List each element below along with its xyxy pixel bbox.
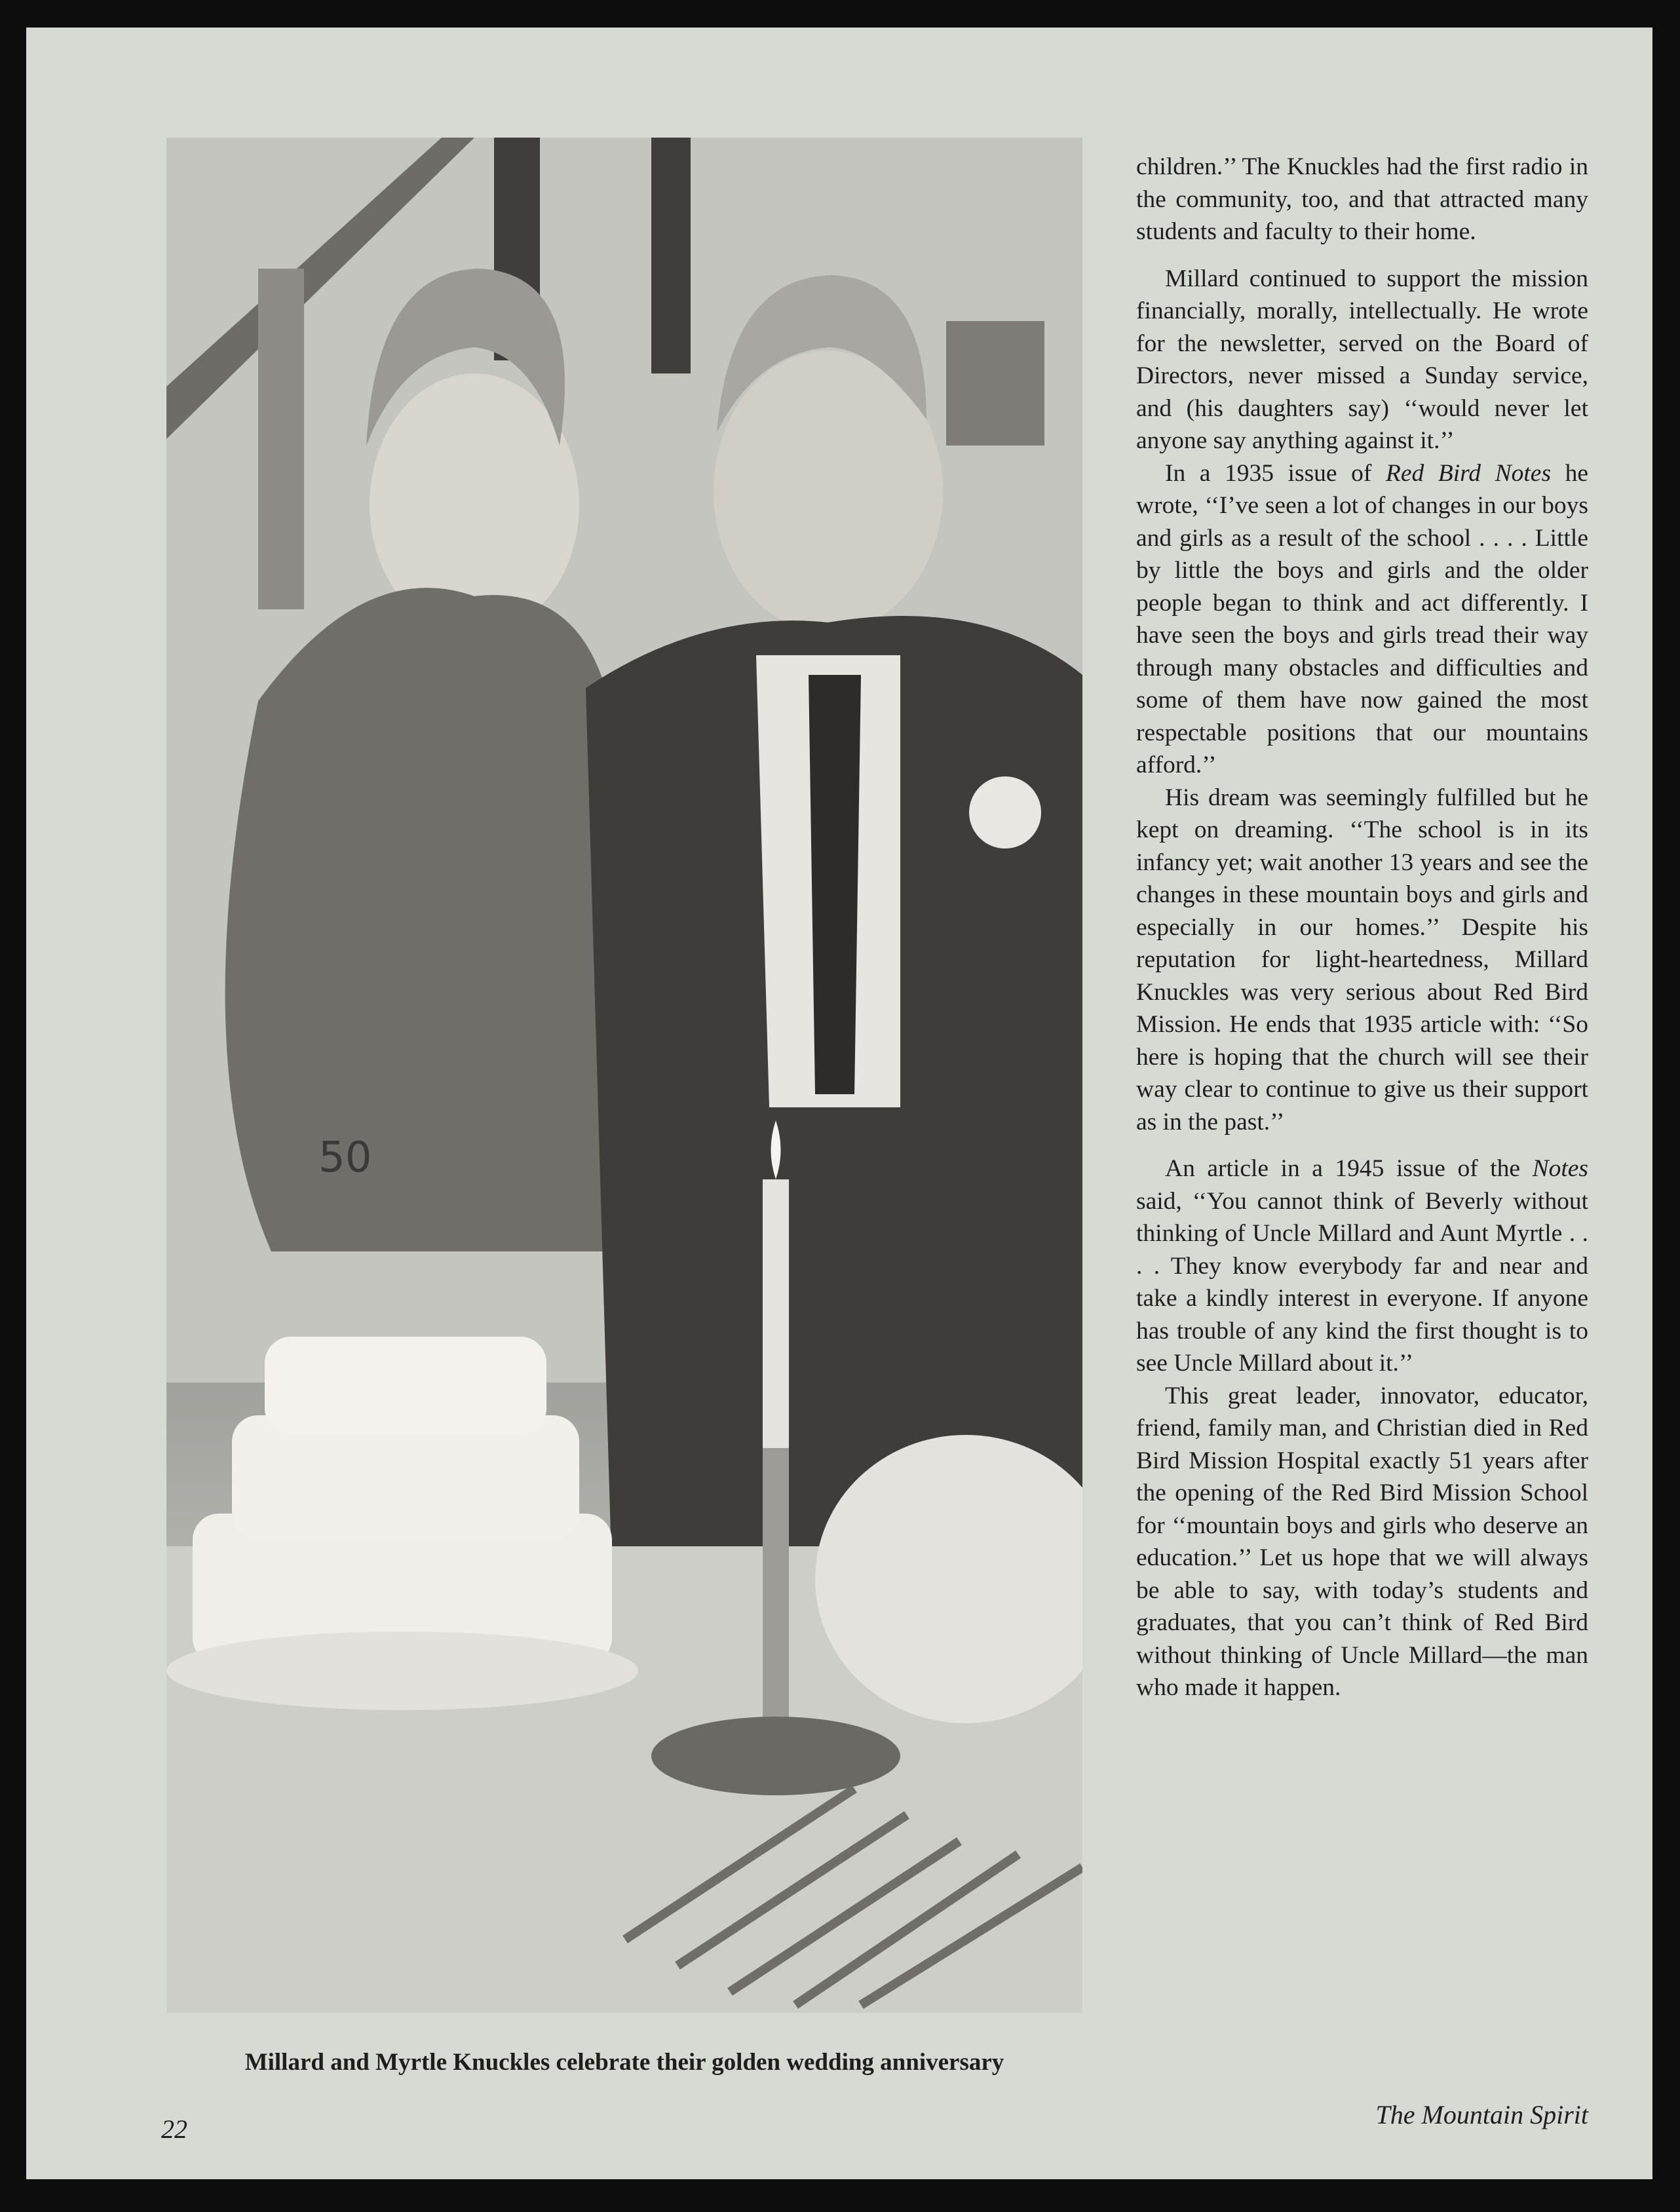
page-number: 22 — [161, 2114, 187, 2144]
woman-dress — [225, 588, 625, 1251]
cake-plate — [166, 1631, 638, 1710]
article-paragraph-6: This great leader, innovator, educator, friend, family man, and Christian died in Red Bird Mission Hospital exactly 51 years after the opening of the Red Bird Mission School for ‘‘mountain boys and girls who deserve an education.’’ Let us hope that we will always be able to say, with today’s students and graduates, that you can’t think of Red Bird without thinking of Uncle Millard—the man who made it happen. — [1136, 1382, 1588, 1701]
candle — [763, 1179, 789, 1448]
boutonniere — [969, 776, 1041, 849]
magazine-page — [26, 28, 1652, 2179]
candle-dish — [651, 1717, 900, 1795]
cake-topper-number: 50 — [318, 1134, 372, 1182]
article-column — [1136, 151, 1588, 1704]
candlestick — [763, 1448, 789, 1749]
p3-lead-text: In a 1935 issue of — [1165, 459, 1386, 487]
p3-publication-title: Red Bird Notes — [1385, 459, 1552, 487]
cake-tier-top — [265, 1337, 546, 1435]
photo-illustration — [166, 138, 1082, 2013]
wall-frame — [946, 321, 1044, 446]
p3-body-text: he wrote, ‘‘I’ve seen a lot of changes in our boys and girls as a result of the school . . . . Little by little the boys and girls and the older people began to think and act differently. I have seen the boys and girls tread their way through many obstacles and difficulties and some of them have now gained the most respectable positions that our mountains afford.’’ — [1136, 459, 1588, 778]
man-tie — [809, 675, 861, 1094]
article-paragraph-2: Millard continued to support the mission financially, morally, intellectually. He wrote for the newsletter, served on the Board of Directors, never missed a Sunday service, and (his daughters say) ‘‘would never let anyone say anything against it.’’ — [1136, 265, 1588, 454]
p5-body-text: said, ‘‘You cannot think of Beverly without thinking of Uncle Millard and Aunt Myrtle . . . . They know everybody far and near and take a kindly interest in everyone. If anyone has trouble of any kind the first thought is to see Uncle Millard about it.’’ — [1136, 1187, 1588, 1377]
p5-publication-title: Notes — [1532, 1155, 1588, 1182]
p5-lead-text: An article in a 1945 issue of the — [1165, 1155, 1533, 1182]
anniversary-photograph — [166, 138, 1082, 2013]
article-paragraph-1: children.’’ The Knuckles had the first radio in the community, too, and that attracted many students and faculty to their home. — [1136, 153, 1588, 245]
publication-name: The Mountain Spirit — [1375, 2100, 1588, 2129]
article-paragraph-3 — [1136, 457, 1588, 782]
article-paragraph-5 — [1136, 1153, 1588, 1380]
stair-post — [258, 269, 304, 609]
banister-post-2 — [651, 138, 691, 373]
photo-caption: Millard and Myrtle Knuckles celebrate their golden wedding anniversary — [244, 2049, 1004, 2076]
article-paragraph-4: His dream was seemingly fulfilled but he kept on dreaming. ‘‘The school is in its infancy yet; wait another 13 years and see the changes in these mountain boys and girls and especially in our homes.’’ Despite his reputation for light-heartedness, Millard Knuckles was very serious about Red Bird Mission. He ends that 1935 article with: ‘‘So here is hoping that the church will see their way clear to continue to give us their support as in the past.’’ — [1136, 784, 1588, 1135]
